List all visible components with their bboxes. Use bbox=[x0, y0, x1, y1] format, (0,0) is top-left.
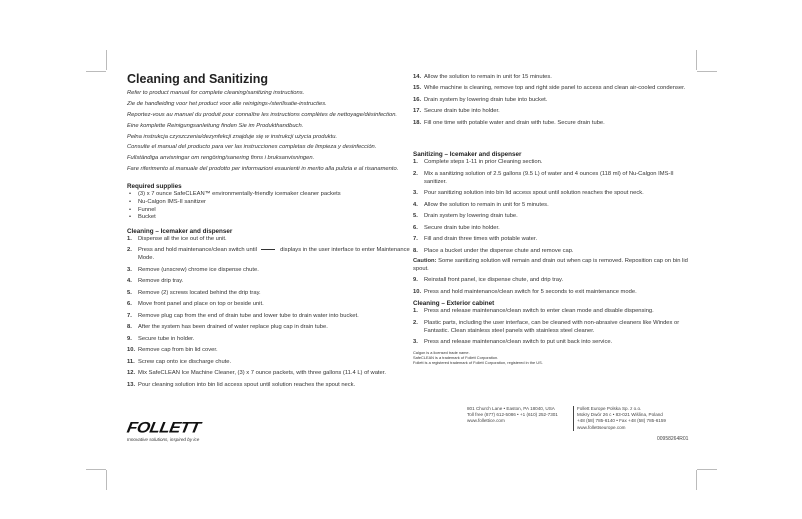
step-text: Screw cap onto ice discharge chute. bbox=[138, 358, 232, 365]
step-item bbox=[413, 289, 693, 297]
step-item bbox=[127, 324, 412, 332]
intro-en: Refer to product manual for complete cleaning/sanitizing instructions. bbox=[127, 90, 305, 96]
step-item bbox=[413, 225, 693, 233]
supply-item: • Nu-Calgon IMS-II sanitizer bbox=[127, 199, 412, 207]
step-item bbox=[413, 339, 693, 347]
intro-fr: Reportez-vous au manuel du produit pour connaître les instructions complètes de nettoyage/désinfection. bbox=[127, 111, 398, 118]
step-text: Place a bucket under the dispense chute and remove cap. bbox=[424, 247, 574, 254]
step-item bbox=[127, 347, 412, 355]
step-text: displays in the user interface to enter Maintenance Mode. bbox=[138, 247, 410, 262]
step-number: 3. bbox=[413, 190, 418, 197]
supply-item: • (3) x 7 ounce SafeCLEAN™ environmentally-friendly icemaker cleaner packets bbox=[127, 191, 412, 199]
page-title: Cleaning and Sanitizing bbox=[127, 72, 268, 86]
step-number: 18. bbox=[413, 119, 422, 126]
step-text: Remove cap from bin lid cover. bbox=[138, 347, 218, 354]
step-item bbox=[413, 108, 693, 116]
step-text: Remove (2) screws located behind the drip tray. bbox=[138, 289, 261, 296]
step-number: 4. bbox=[413, 201, 418, 208]
step-number: 1. bbox=[413, 159, 418, 166]
step-text: Fill one time with potable water and drain with tube. Secure drain tube. bbox=[424, 119, 605, 126]
step-number: 10. bbox=[413, 288, 422, 295]
crop-mark bbox=[696, 470, 697, 490]
step-text: After the system has been drained of water replace plug cap in drain tube. bbox=[138, 324, 328, 331]
website-link[interactable]: www.follettice.com bbox=[467, 418, 505, 424]
phone-line: Toll free (877) 612-5086 • +1 (610) 252-7301 bbox=[467, 412, 558, 418]
step-item bbox=[413, 120, 693, 128]
logo-tagline: Innovative solutions, inspired by ice bbox=[127, 437, 200, 442]
step-number: 6. bbox=[127, 301, 132, 308]
step-number: 6. bbox=[413, 224, 418, 231]
step-text: Remove drip tray. bbox=[138, 278, 184, 285]
step-number: 9. bbox=[413, 277, 418, 284]
step-text: Remove plug cap from the end of drain tube and lower tube to drain water into bucket. bbox=[138, 312, 359, 319]
trademark-notes bbox=[413, 350, 693, 365]
trademark-note: SafeCLEAN is a trademark of Follett Corporation. bbox=[413, 354, 499, 360]
step-number: 17. bbox=[413, 108, 422, 115]
phone-line: +48 (58) 785-6140 • Fax +48 (58) 785-6159 bbox=[577, 418, 666, 424]
step-number: 5. bbox=[127, 289, 132, 296]
step-item bbox=[127, 336, 412, 344]
step-number: 10. bbox=[127, 347, 136, 354]
step-number: 12. bbox=[127, 370, 136, 377]
crop-mark bbox=[697, 71, 717, 72]
trademark-note: Follett is a registered trademark of Follett Corporation, registered in the US. bbox=[413, 359, 543, 365]
step-item bbox=[413, 277, 693, 285]
step-number: 1. bbox=[413, 308, 418, 315]
step-number: 2. bbox=[413, 319, 418, 326]
step-item bbox=[127, 290, 412, 298]
step-number: 2. bbox=[413, 170, 418, 177]
step-number: 15. bbox=[413, 85, 422, 92]
step-number: 11. bbox=[127, 358, 135, 365]
step-number: 7. bbox=[413, 236, 418, 243]
step-item bbox=[413, 213, 693, 221]
exterior-heading: Cleaning – Exterior cabinet bbox=[413, 300, 495, 308]
step-number: 4. bbox=[127, 278, 132, 285]
step-text: Press and hold maintenance/clean switch for 5 seconds to exit maintenance mode. bbox=[424, 288, 637, 295]
right-column bbox=[413, 74, 693, 365]
intro-de: Eine komplette Reinigungsanleitung finden Sie im Produkthandbuch. bbox=[127, 122, 304, 129]
step-number: 16. bbox=[413, 96, 422, 103]
step-item bbox=[127, 301, 412, 309]
step-text: Allow the solution to remain in unit for 15 minutes. bbox=[424, 74, 552, 80]
step-item bbox=[127, 278, 412, 286]
caution-note bbox=[413, 258, 693, 274]
step-item bbox=[127, 313, 412, 321]
address-line: 801 Church Lane • Easton, PA 18040, USA bbox=[467, 406, 555, 411]
step-number: 9. bbox=[127, 335, 132, 342]
step-item bbox=[413, 74, 693, 82]
website-link[interactable]: www.follettseurope.com bbox=[577, 424, 626, 430]
step-item bbox=[413, 236, 693, 244]
sanitizing-steps-continued bbox=[413, 277, 693, 296]
supplies-heading: Required supplies bbox=[127, 183, 182, 191]
document-code: 00958264R01 bbox=[657, 436, 689, 442]
step-text: Plastic parts, including the user interface, can be cleaned with non-abrasive cleaners like Windex or Fantastic. Clean stainless steel panels with stainless steel cleaner. bbox=[424, 319, 680, 334]
step-item bbox=[413, 97, 693, 105]
step-item bbox=[127, 382, 412, 390]
step-text: Reinstall front panel, ice dispense chute, and drip tray. bbox=[424, 277, 564, 284]
caution-text: Some sanitizing solution will remain and drain out when cap is removed. Reposition cap on bin lid spout. bbox=[413, 258, 688, 272]
step-text: Pour cleaning solution into bin lid access spout until solution reaches the spout neck. bbox=[138, 381, 356, 388]
supplies-list bbox=[127, 191, 412, 222]
step-item bbox=[127, 247, 412, 263]
step-item bbox=[127, 267, 412, 275]
step-text: Mix a sanitizing solution of 2.5 gallons (9.5 L) of water and 4 ounces (118 ml) of Nu-Calgon IMS-II sanitizer. bbox=[424, 170, 674, 185]
step-text: Secure tube in holder. bbox=[138, 335, 195, 342]
step-item bbox=[413, 202, 693, 210]
step-item bbox=[413, 171, 693, 187]
left-column bbox=[127, 72, 412, 393]
wrench-icon bbox=[259, 247, 279, 252]
crop-mark bbox=[106, 470, 107, 490]
crop-mark bbox=[86, 71, 106, 72]
step-text: Pour sanitizing solution into bin lid access spout until solution reaches the spout neck. bbox=[424, 190, 644, 197]
step-item bbox=[413, 159, 693, 167]
trademark-note: Calgon is a licensed trade name. bbox=[413, 349, 470, 355]
step-text: Secure drain tube into holder. bbox=[424, 108, 500, 115]
step-item bbox=[127, 359, 412, 367]
step-number: 5. bbox=[413, 213, 418, 220]
step-number: 2. bbox=[127, 247, 132, 254]
step-text: Remove (unscrew) chrome ice dispense chute. bbox=[138, 266, 259, 273]
step-item bbox=[413, 85, 693, 93]
cleaning-steps-continued bbox=[413, 74, 693, 128]
step-text: Drain system by lowering drain tube. bbox=[424, 213, 518, 220]
address-usa bbox=[467, 406, 558, 425]
supply-item: • Funnel bbox=[127, 207, 412, 215]
sanitizing-steps bbox=[413, 159, 693, 255]
intro-pl: Pełna instrukcja czyszczenia/dezynfekcji znajduje się w instrukcji użycia produktu. bbox=[127, 133, 338, 140]
step-number: 1. bbox=[127, 235, 132, 242]
step-item bbox=[127, 370, 412, 378]
address-line: Mokry Dwór 26 c • 83-021 Wiślina, Poland bbox=[577, 412, 663, 418]
company-line: Follett Europe Polska Sp. z o.o. bbox=[577, 406, 642, 411]
step-text: Mix SafeCLEAN Ice Machine Cleaner, (3) x 7 ounce packets, with three gallons (11.4 L) of water. bbox=[138, 370, 386, 377]
intro-es: Consulte el manual del producto para ver las instrucciones completas de limpieza y desinfección. bbox=[127, 144, 377, 151]
step-text: Secure drain tube into holder. bbox=[424, 224, 500, 231]
step-text: Fill and drain three times with potable water. bbox=[424, 236, 538, 243]
cleaning-heading: Cleaning – Icemaker and dispenser bbox=[127, 227, 233, 235]
step-text: Drain system by lowering drain tube into bucket. bbox=[424, 96, 548, 103]
step-text: Allow the solution to remain in unit for 5 minutes. bbox=[424, 201, 549, 208]
address-europe bbox=[573, 406, 666, 431]
step-item bbox=[413, 320, 693, 336]
step-number: 7. bbox=[127, 312, 132, 319]
step-number: 8. bbox=[413, 247, 418, 254]
crop-mark bbox=[86, 469, 106, 470]
intro-sv: Fullständiga anvisningar om rengöring/sanering finns i bruksanvisningen. bbox=[127, 155, 315, 162]
step-number: 13. bbox=[127, 381, 136, 388]
step-text: Move front panel and place on top or beside unit. bbox=[138, 301, 264, 308]
intro-nl: Zie de handleiding voor het product voor alle reinigings-/sterilisatie-instructies. bbox=[127, 100, 327, 107]
step-item bbox=[413, 248, 693, 256]
crop-mark bbox=[696, 50, 697, 70]
step-number: 14. bbox=[413, 74, 422, 80]
step-number: 3. bbox=[127, 266, 132, 273]
crop-mark bbox=[697, 469, 717, 470]
supply-item: • Bucket bbox=[127, 214, 412, 222]
caution-label: Caution: bbox=[413, 258, 437, 265]
logo-wordmark: FOLLETT bbox=[125, 419, 202, 437]
step-item bbox=[127, 236, 412, 244]
step-item bbox=[413, 308, 693, 316]
step-text: Press and release maintenance/clean switch to enter clean mode and disable dispensing. bbox=[424, 308, 654, 315]
step-item bbox=[413, 190, 693, 198]
intro-it: Fare riferimento al manuale del prodotto per informazioni esaurienti in merito alla pulizia e al risanamento. bbox=[127, 166, 399, 173]
intro-multilingual bbox=[127, 90, 412, 174]
step-text: Dispense all the ice out of the unit. bbox=[138, 235, 227, 242]
exterior-steps bbox=[413, 308, 693, 347]
sanitizing-heading: Sanitizing – Icemaker and dispenser bbox=[413, 151, 522, 159]
step-number: 3. bbox=[413, 339, 418, 346]
follett-logo bbox=[127, 418, 200, 442]
cleaning-steps bbox=[127, 236, 412, 389]
step-number: 8. bbox=[127, 324, 132, 331]
step-text: While machine is cleaning, remove top and right side panel to access and clean air-cooled condenser. bbox=[424, 85, 686, 92]
crop-mark bbox=[106, 50, 107, 70]
step-text: Press and release maintenance/clean switch to put unit back into service. bbox=[424, 339, 613, 346]
step-text: Press and hold maintenance/clean switch until bbox=[138, 247, 257, 254]
step-text: Complete steps 1-11 in prior Cleaning section. bbox=[424, 159, 543, 166]
